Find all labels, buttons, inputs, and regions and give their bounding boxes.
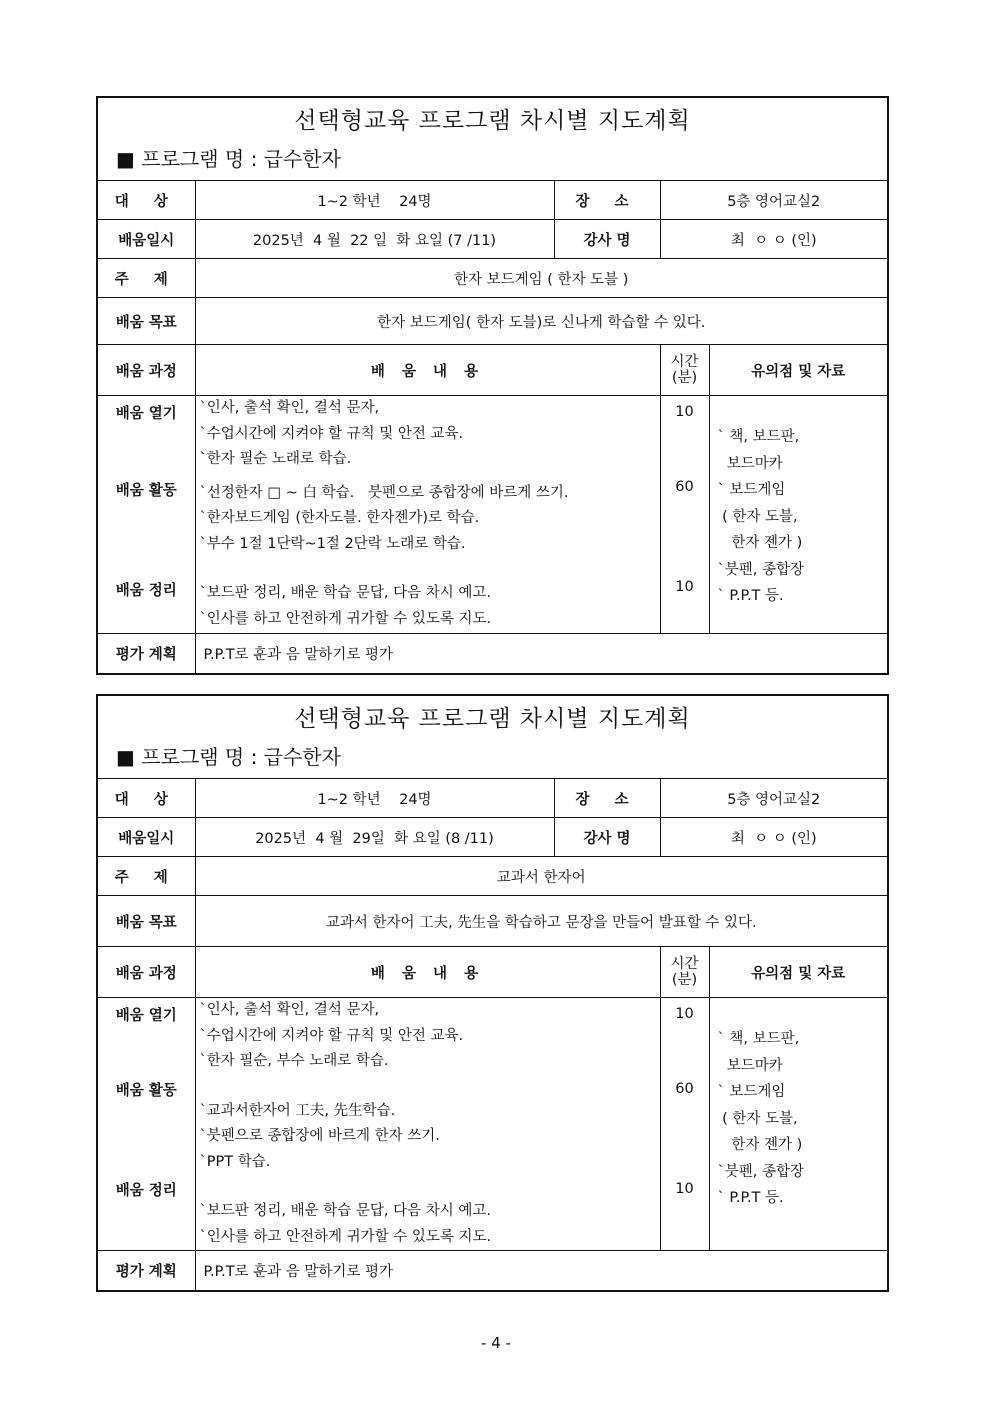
materials-label: 유의점 및 자료 [709, 947, 887, 998]
stage-activity: 배움 활동 [115, 1083, 177, 1099]
stage-column [98, 998, 195, 1251]
plan-title: 선택형교육 프로그램 차시별 지도계획 [294, 706, 691, 732]
content-line: `인사를 하고 안전하게 귀가할 수 있도록 지도. [199, 610, 492, 627]
time-label-line1: 시간 [670, 354, 699, 370]
material-line: ` P.P.T 등. [717, 1190, 784, 1206]
material-line: ( 한자 도블, [717, 508, 798, 525]
content-line: `수업시간에 지켜야 할 규칙 및 안전 교육. [199, 425, 464, 442]
stage-opening: 배움 열기 [115, 1008, 177, 1024]
date-label: 배움일시 [98, 220, 195, 259]
plan-table [98, 180, 887, 673]
materials-column [709, 998, 887, 1251]
stage-column [98, 396, 195, 634]
goal-label: 배움 목표 [98, 298, 195, 345]
content-line: `붓펜으로 종합장에 바르게 한자 쓰기. [199, 1128, 440, 1144]
topic-label: 주 제 [98, 857, 195, 896]
material-line: 한자 젠가 ) [717, 1137, 803, 1153]
place-label: 장 소 [554, 779, 660, 818]
content-label: 배 움 내 용 [195, 345, 660, 396]
materials-label: 유의점 및 자료 [709, 345, 887, 396]
time-opening: 10 [675, 1006, 694, 1022]
content-line: `한자 필순 노래로 학습. [199, 451, 352, 467]
eval-label: 평가 계획 [98, 1251, 195, 1290]
content-line: `교과서한자어 工夫, 先生학습. [199, 1102, 396, 1119]
teacher-label: 강사 명 [554, 818, 660, 857]
material-line: `붓펜, 종합장 [717, 561, 805, 578]
time-column [660, 396, 709, 634]
content-label: 배 움 내 용 [195, 947, 660, 998]
time-label-line1: 시간 [670, 956, 699, 972]
time-closing: 10 [675, 579, 694, 595]
material-line: ` 보드게임 [717, 1084, 786, 1100]
time-activity: 60 [675, 479, 694, 495]
date-value: 2025년 4 월 22 일 화 요일 (7 /11) [195, 220, 554, 259]
content-line: `보드판 정리, 배운 학습 문답, 다음 차시 예고. [199, 585, 491, 601]
topic-value: 한자 보드게임 ( 한자 도블 ) [195, 259, 887, 298]
place-value: 5층 영어교실2 [660, 181, 887, 220]
stage-closing: 배움 정리 [115, 1183, 177, 1199]
teacher-label: 강사 명 [554, 220, 660, 259]
plan-title: 선택형교육 프로그램 차시별 지도계획 [294, 108, 691, 134]
stage-activity: 배움 활동 [115, 483, 177, 499]
date-value: 2025년 4 월 29일 화 요일 (8 /11) [195, 818, 554, 857]
target-value: 1~2 학년 24명 [195, 181, 554, 220]
time-column [660, 998, 709, 1251]
page-number: - 4 - [481, 1334, 511, 1352]
time-label [660, 947, 709, 998]
eval-value: P.P.T로 훈과 음 말하기로 평가 [195, 1251, 887, 1290]
topic-label: 주 제 [98, 259, 195, 298]
content-line: `부수 1절 1단락~1절 2단락 노래로 학습. [199, 535, 466, 552]
content-line: `인사, 출석 확인, 결석 문자, [199, 400, 380, 416]
stage-opening: 배움 열기 [115, 406, 177, 422]
content-line: `한자보드게임 (한자도블. 한자젠가)로 학습. [199, 510, 480, 526]
content-line: `수업시간에 지켜야 할 규칙 및 안전 교육. [199, 1027, 464, 1044]
time-label-line2: (분) [671, 370, 698, 386]
target-label: 대 상 [98, 779, 195, 818]
date-label: 배움일시 [98, 818, 195, 857]
goal-value: 교과서 한자어 工夫, 先生을 학습하고 문장을 만들어 발표할 수 있다. [195, 896, 887, 947]
time-label [660, 345, 709, 396]
content-line: `선정한자 □ ~ 白 학습. 붓펜으로 종합장에 바르게 쓰기. [199, 484, 569, 501]
material-line: ( 한자 도블, [717, 1110, 798, 1127]
topic-value: 교과서 한자어 [195, 857, 887, 896]
process-label: 배움 과정 [98, 345, 195, 396]
program-name: ■ 프로그램 명 : 급수한자 [116, 745, 341, 769]
lesson-plan-1 [96, 96, 889, 675]
plan-table [98, 778, 887, 1290]
eval-value: P.P.T로 훈과 음 말하기로 평가 [195, 634, 887, 673]
program-name: ■ 프로그램 명 : 급수한자 [116, 147, 341, 171]
material-line: ` 보드게임 [717, 482, 786, 498]
time-activity: 60 [675, 1081, 694, 1097]
material-line: 보드마카 [717, 455, 783, 472]
content-column [195, 998, 660, 1251]
goal-label: 배움 목표 [98, 896, 195, 947]
content-line: `한자 필순, 부수 노래로 학습. [199, 1053, 389, 1069]
target-value: 1~2 학년 24명 [195, 779, 554, 818]
target-label: 대 상 [98, 181, 195, 220]
material-line: ` P.P.T 등. [717, 588, 784, 604]
content-line: `인사, 출석 확인, 결석 문자, [199, 1002, 380, 1018]
time-label-line2: (분) [671, 972, 698, 988]
time-opening: 10 [675, 404, 694, 420]
eval-label: 평가 계획 [98, 634, 195, 673]
place-label: 장 소 [554, 181, 660, 220]
teacher-value: 최 ㅇ ㅇ (인) [660, 818, 887, 857]
content-line: `보드판 정리, 배운 학습 문답, 다음 차시 예고. [199, 1203, 491, 1219]
stage-closing: 배움 정리 [115, 583, 177, 599]
lesson-plan-2 [96, 694, 889, 1292]
process-label: 배움 과정 [98, 947, 195, 998]
material-line: `붓펜, 종합장 [717, 1163, 805, 1180]
content-line: `PPT 학습. [199, 1153, 271, 1170]
material-line: 한자 젠가 ) [717, 535, 803, 551]
material-line: 보드마카 [717, 1057, 783, 1074]
materials-column [709, 396, 887, 634]
teacher-value: 최 ㅇ ㅇ (인) [660, 220, 887, 259]
content-line: `인사를 하고 안전하게 귀가할 수 있도록 지도. [199, 1228, 492, 1245]
goal-value: 한자 보드게임( 한자 도블)로 신나게 학습할 수 있다. [195, 298, 887, 345]
material-line: ` 책, 보드판, [717, 429, 800, 445]
place-value: 5층 영어교실2 [660, 779, 887, 818]
time-closing: 10 [675, 1181, 694, 1197]
content-column [195, 396, 660, 634]
material-line: ` 책, 보드판, [717, 1031, 800, 1047]
